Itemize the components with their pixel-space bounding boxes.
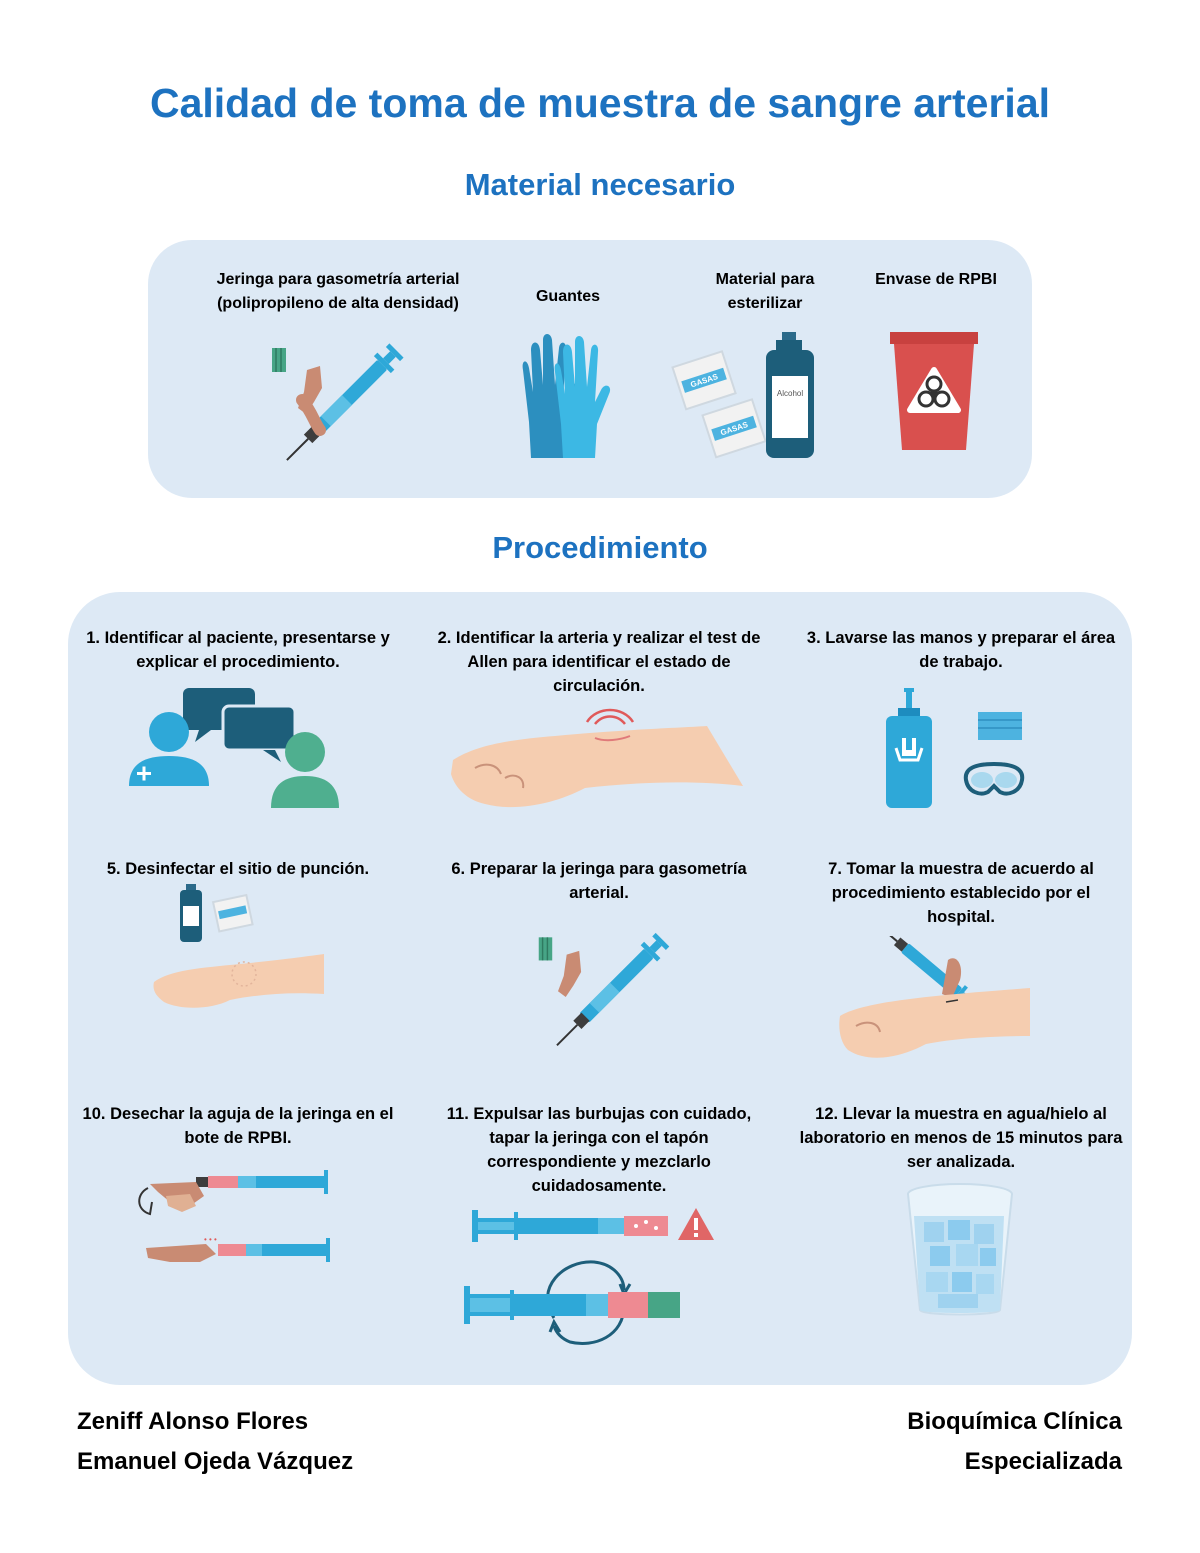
biohazard-container-icon <box>888 330 980 452</box>
material-label-rpbi: Envase de RPBI <box>875 271 997 288</box>
syringe-icon-step-6 <box>530 920 690 1050</box>
step-label-12: 12. Llevar la muestra en agua/hielo al laboratorio en menos de 15 minutos para ser analizada. <box>799 1105 1123 1171</box>
step-label-11: 11. Expulsar las burbujas con cuidado, tapar la jeringa con el tapón correspondiente y mezclarlo cuidadosamente. <box>446 1105 752 1195</box>
bottle-text: Alcohol <box>776 389 804 398</box>
step-label-3: 3. Lavarse las manos y preparar el área de trabajo. <box>806 629 1116 671</box>
sanitizer-mask-goggles-icon <box>880 688 1030 810</box>
material-label-sterilizing: Material para esterilizar <box>715 271 815 312</box>
step-label-5: 5. Desinfectar el sitio de punción. <box>106 860 370 878</box>
syringe-icon <box>262 330 422 465</box>
department-line-2: Especializada <box>964 1448 1122 1475</box>
material-label-syringe: Jeringa para gasometría arterial (polipropileno de alta densidad) <box>216 271 460 312</box>
sterilizing-material-icon <box>670 330 820 460</box>
step-label-1: 1. Identificar al paciente, presentarse y explicar el procedimiento. <box>86 629 390 671</box>
authors <box>77 1402 353 1482</box>
department-line-1: Bioquímica Clínica <box>907 1408 1122 1435</box>
materials-heading: Material necesario <box>464 167 736 202</box>
conversation-icon <box>125 688 355 813</box>
author-2: Emanuel Ojeda Vázquez <box>77 1448 354 1475</box>
disinfect-arm-icon <box>150 882 326 1014</box>
arm-pulse-icon <box>445 708 745 818</box>
svg-text:• • •: • • • <box>204 1235 217 1244</box>
syringe-mixing-icon <box>464 1198 718 1358</box>
page-title: Calidad de toma de muestra de sangre arterial <box>149 80 1051 126</box>
needle-disposal-icon <box>130 1166 340 1276</box>
step-label-2: 2. Identificar la arteria y realizar el test de Allen para identificar el estado de circulación. <box>437 629 761 695</box>
gauze-text: GASAS <box>689 372 720 390</box>
material-label-gloves: Guantes <box>535 288 600 305</box>
ice-glass-icon <box>904 1182 1016 1318</box>
step-label-7: 7. Tomar la muestra de acuerdo al procedimiento establecido por el hospital. <box>828 860 1094 926</box>
procedure-heading: Procedimiento <box>492 530 708 565</box>
step-label-10: 10. Desechar la aguja de la jeringa en el bote de RPBI. <box>82 1105 394 1147</box>
gauze-text-2: GASAS <box>719 420 750 438</box>
arm-puncture-icon <box>836 936 1032 1066</box>
author-1: Zeniff Alonso Flores <box>77 1408 309 1435</box>
gloves-icon <box>515 330 620 460</box>
step-label-6: 6. Preparar la jeringa para gasometría arterial. <box>451 860 747 902</box>
department <box>907 1402 1122 1482</box>
